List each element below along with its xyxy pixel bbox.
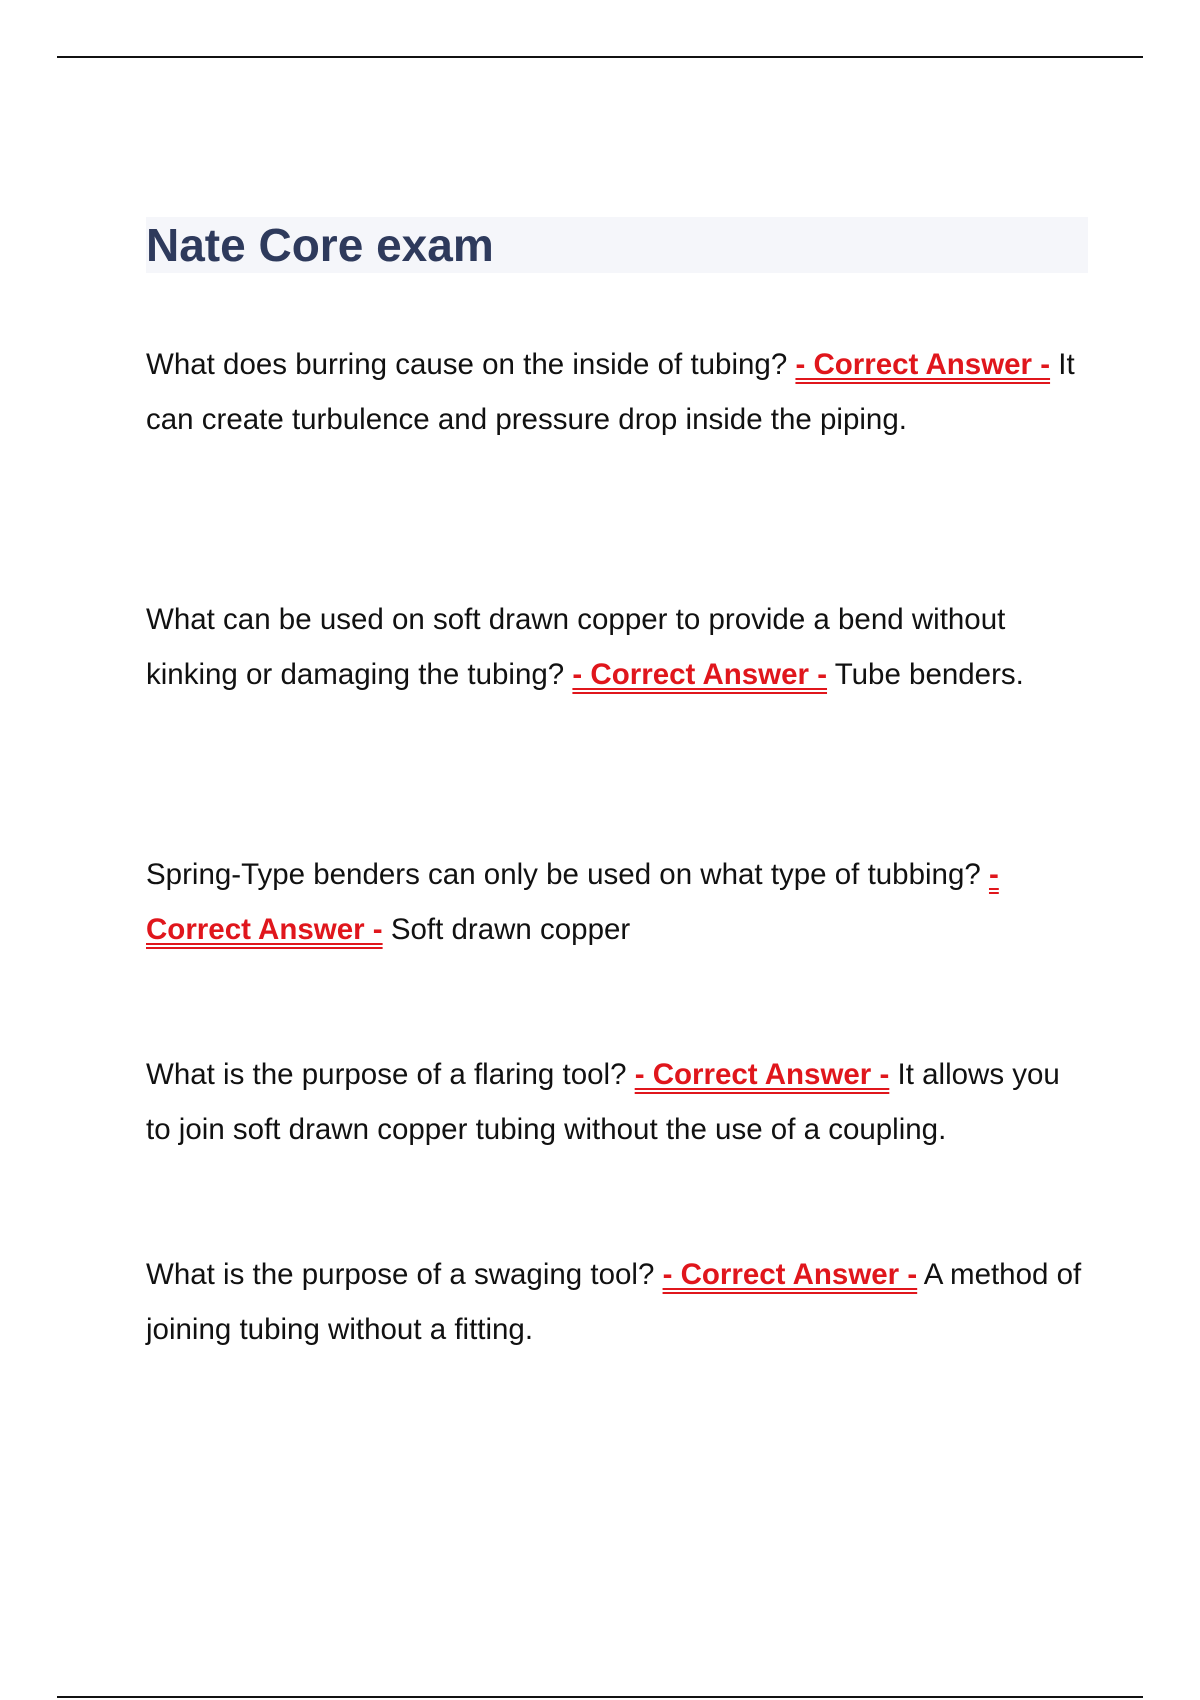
correct-answer-marker: - Correct Answer - [662,1258,918,1291]
qa-item [146,592,1091,702]
answer-text: Tube benders. [834,658,1024,691]
correct-answer-marker: - Correct Answer - [634,1058,890,1091]
bottom-divider [57,1696,1143,1698]
correct-answer-marker: - Correct Answer - [572,658,828,691]
correct-answer-marker: - Correct Answer - [795,348,1051,381]
answer-text: It allows you to join soft drawn copper tubing without the use of a coupling. [146,1058,1060,1146]
qa-item [146,1047,1091,1157]
question-text: What does burring cause on the inside of tubing? [146,348,788,381]
answer-text: Soft drawn copper [390,913,631,946]
top-divider [57,56,1143,58]
document-title: Nate Core exam [146,219,494,271]
correct-answer-marker: - Correct Answer - [146,858,999,946]
question-text: What can be used on soft drawn copper to provide a bend without kinking or damaging the tubing? [146,603,1006,691]
qa-item [146,1247,1091,1357]
answer-text: A method of joining tubing without a fitting. [146,1258,1082,1346]
question-text: What is the purpose of a flaring tool? [146,1058,627,1091]
question-text: Spring-Type benders can only be used on what type of tubbing? [146,858,981,891]
answer-text: It can create turbulence and pressure drop inside the piping. [146,348,1075,436]
question-text: What is the purpose of a swaging tool? [146,1258,655,1291]
qa-item [146,847,1091,957]
qa-item [146,337,1091,447]
